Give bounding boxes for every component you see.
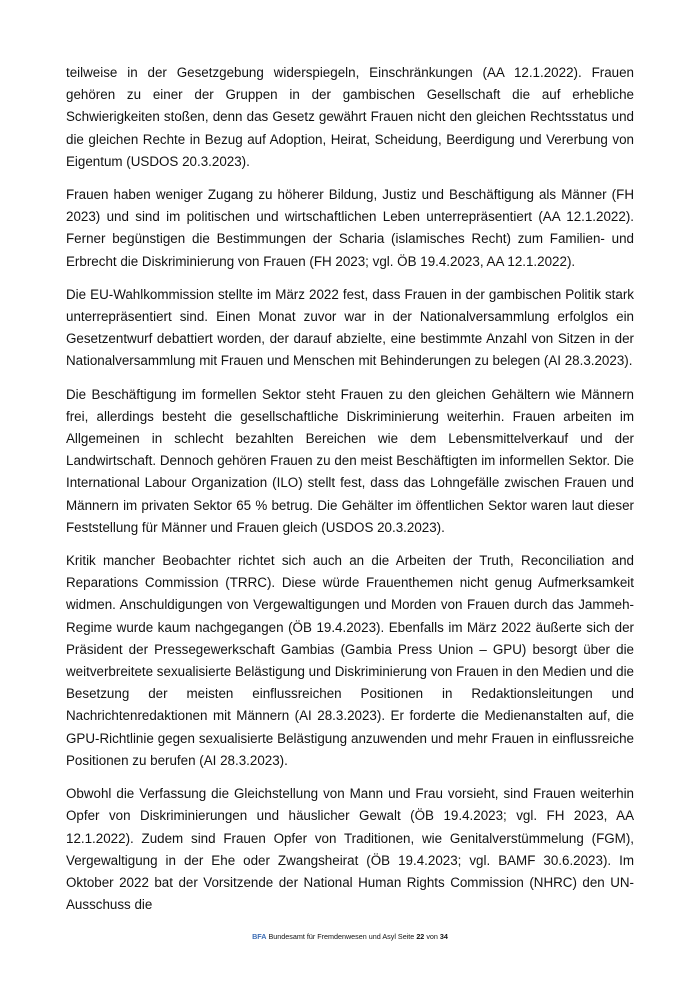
footer-agency: Bundesamt für Fremdenwesen und Asyl xyxy=(268,932,396,941)
footer-page-number: 22 xyxy=(416,932,425,941)
footer-page-label: Seite xyxy=(397,932,415,941)
document-body xyxy=(66,62,634,927)
footer-of-label: von xyxy=(426,932,438,941)
paragraph-2: Frauen haben weniger Zugang zu höherer Bildung, Justiz und Beschäftigung als Männer (FH 2023) und sind im politischen und wirtschaftlichen Leben unterrepräsentiert (AA 12.1.2022). Ferner begünstigen die Bestimmungen der Scharia (islamisches Recht) zum Familien- und Erbrecht die Diskriminierung von Frauen (FH 2023; vgl. ÖB 19.4.2023, AA 12.1.2022). xyxy=(66,187,634,269)
paragraph-6: Obwohl die Verfassung die Gleichstellung von Mann und Frau vorsieht, sind Frauen weiterhin Opfer von Diskriminierungen und häuslicher Gewalt (ÖB 19.4.2023; vgl. FH 2023, AA 12.1.2022). Zudem sind Frauen Opfer von Traditionen, wie Genitalverstümmelung (FGM), Vergewaltigung in der Ehe oder Zwangsheirat (ÖB 19.4.2023; vgl. BAMF 30.6.2023). Im Oktober 2022 bat der Vorsitzende der National Human Rights Commission (NHRC) den UN-Ausschuss die xyxy=(66,786,634,913)
paragraph-5: Kritik mancher Beobachter richtet sich auch an die Arbeiten der Truth, Reconciliation and Reparations Commission (TRRC). Diese würde Frauenthemen nicht genug Aufmerksamkeit widmen. Anschuldigungen von Vergewaltigungen und Morden von Frauen durch das Jammeh-Regime wurde kaum nachgegangen (ÖB 19.4.2023). Ebenfalls im März 2022 äußerte sich der Präsident der Pressegewerkschaft Gambias (Gambia Press Union – GPU) besorgt über die weitverbreitete sexualisierte Belästigung und Diskriminierung von Frauen in den Medien und die Besetzung der meisten einflussreichen Positionen in Redaktionsleitungen und Nachrichtenredaktionen mit Männern (AI 28.3.2023). Er forderte die Medienanstalten auf, die GPU-Richtlinie gegen sexualisierte Belästigung anzuwenden und mehr Frauen in einflussreiche Positionen zu berufen (AI 28.3.2023). xyxy=(66,553,634,768)
paragraph-1: teilweise in der Gesetzgebung widerspiegeln, Einschränkungen (AA 12.1.2022). Frauen gehören zu einer der Gruppen in der gambischen Gesellschaft die auf erhebliche Schwierigkeiten stoßen, denn das Gesetz gewährt Frauen nicht den gleichen Rechtsstatus und die gleichen Rechte in Bezug auf Adoption, Heirat, Scheidung, Beerdigung und Vererbung von Eigentum (USDOS 20.3.2023). xyxy=(66,65,634,169)
page-footer xyxy=(0,932,700,941)
paragraph-4: Die Beschäftigung im formellen Sektor steht Frauen zu den gleichen Gehältern wie Männern frei, allerdings besteht die gesellschaftliche Diskriminierung weiterhin. Frauen arbeiten im Allgemeinen in schlecht bezahlten Bereichen wie dem Lebensmittelverkauf und der Landwirtschaft. Dennoch gehören Frauen zu den meist Beschäftigten im informellen Sektor. Die International Labour Organization (ILO) stellt fest, dass das Lohngefälle zwischen Frauen und Männern im privaten Sektor 65 % betrug. Die Gehälter im öffentlichen Sektor waren laut dieser Feststellung für Männer und Frauen gleich (USDOS 20.3.2023). xyxy=(66,386,634,535)
footer-total-pages: 34 xyxy=(439,932,448,941)
footer-brand: BFA xyxy=(252,932,267,941)
paragraph-3: Die EU-Wahlkommission stellte im März 2022 fest, dass Frauen in der gambischen Politik stark unterrepräsentiert sind. Einen Monat zuvor war in der Nationalversammlung erfolglos ein Gesetzentwurf debattiert worden, der darauf abzielte, eine bestimmte Anzahl von Sitzen in der Nationalversammlung mit Frauen und Menschen mit Behinderungen zu belegen (AI 28.3.2023). xyxy=(66,286,634,369)
